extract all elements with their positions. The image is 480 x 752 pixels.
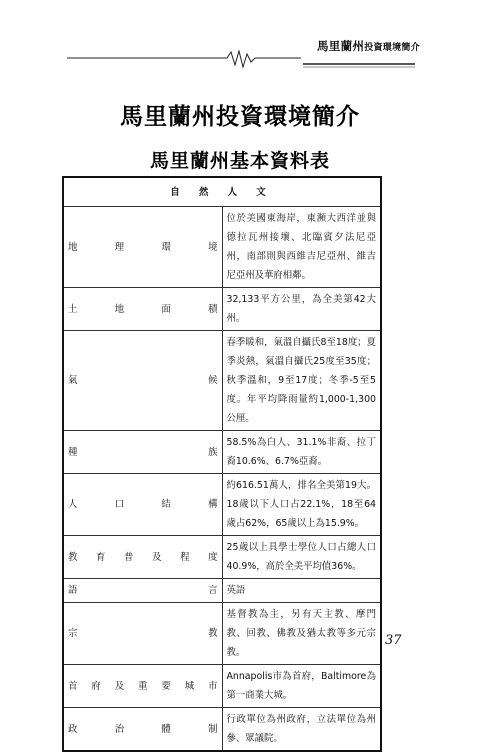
running-header-main: 馬里蘭州: [316, 39, 365, 53]
row-value: 行政單位為州政府，立法單位為州參、眾議院。: [222, 708, 381, 752]
table-row: [63, 431, 381, 474]
row-value: Annapolis市為首府，Baltimore為第一商業大城。: [222, 665, 381, 708]
table-row: [63, 708, 381, 752]
row-label: 首府及重要城市: [63, 665, 222, 708]
page-title: 馬里蘭州投資環境簡介: [120, 104, 360, 130]
row-label: 土地面積: [63, 288, 222, 331]
section-header-row: [63, 177, 381, 207]
row-label: 氣候: [63, 331, 222, 431]
table-row: [63, 536, 381, 579]
table-row: [63, 288, 381, 331]
page-number: 37: [385, 633, 402, 648]
row-value: 位於美國東海岸，東瀕大西洋並與德拉瓦州接壤、北臨賓夕法尼亞州，南部則與西維吉尼亞州、維吉尼亞州及華府相鄰。: [222, 207, 381, 288]
table-row: [63, 665, 381, 708]
running-header: [300, 38, 420, 54]
table-row: [63, 207, 381, 288]
section-header: 自 然 人 文: [63, 177, 381, 207]
row-label: 政治體制: [63, 708, 222, 752]
running-header-rest: 投資環境簡介: [364, 43, 420, 53]
row-label: 語言: [63, 579, 222, 603]
row-value: 32,133平方公里，為全美第42大州。: [222, 288, 381, 331]
row-label: 地理環境: [63, 207, 222, 288]
basic-info-table: [62, 176, 382, 752]
row-value: 58.5%為白人、31.1%非裔、拉丁裔10.6%、6.7%亞裔。: [222, 431, 381, 474]
row-value: 英語: [222, 579, 381, 603]
row-value: 春季暖和，氣溫自攝氏8至18度；夏季炎熱，氣溫自攝氏25度至35度；秋季溫和，9至17度；冬季-5至5度。年平均降雨量約1,000-1,300公厘。: [222, 331, 381, 431]
row-value: 基督教為主，另有天主教、摩門教、回教、佛教及猶太教等多元宗教。: [222, 603, 381, 665]
row-label: 種族: [63, 431, 222, 474]
row-value: 25歲以上具學士學位人口占總人口40.9%，高於全美平均值36%。: [222, 536, 381, 579]
row-label: 人口結構: [63, 474, 222, 536]
row-label: 教育普及程度: [63, 536, 222, 579]
row-value: 約616.51萬人，排名全美第19大。18歲以下人口占22.1%，18至64歲占62%，65歲以上為15.9%。: [222, 474, 381, 536]
table-row: [63, 474, 381, 536]
table-title: 馬里蘭州基本資料表: [149, 150, 330, 172]
table-row: [63, 331, 381, 431]
table-row: [63, 603, 381, 665]
table-row: [63, 579, 381, 603]
row-label: 宗教: [63, 603, 222, 665]
